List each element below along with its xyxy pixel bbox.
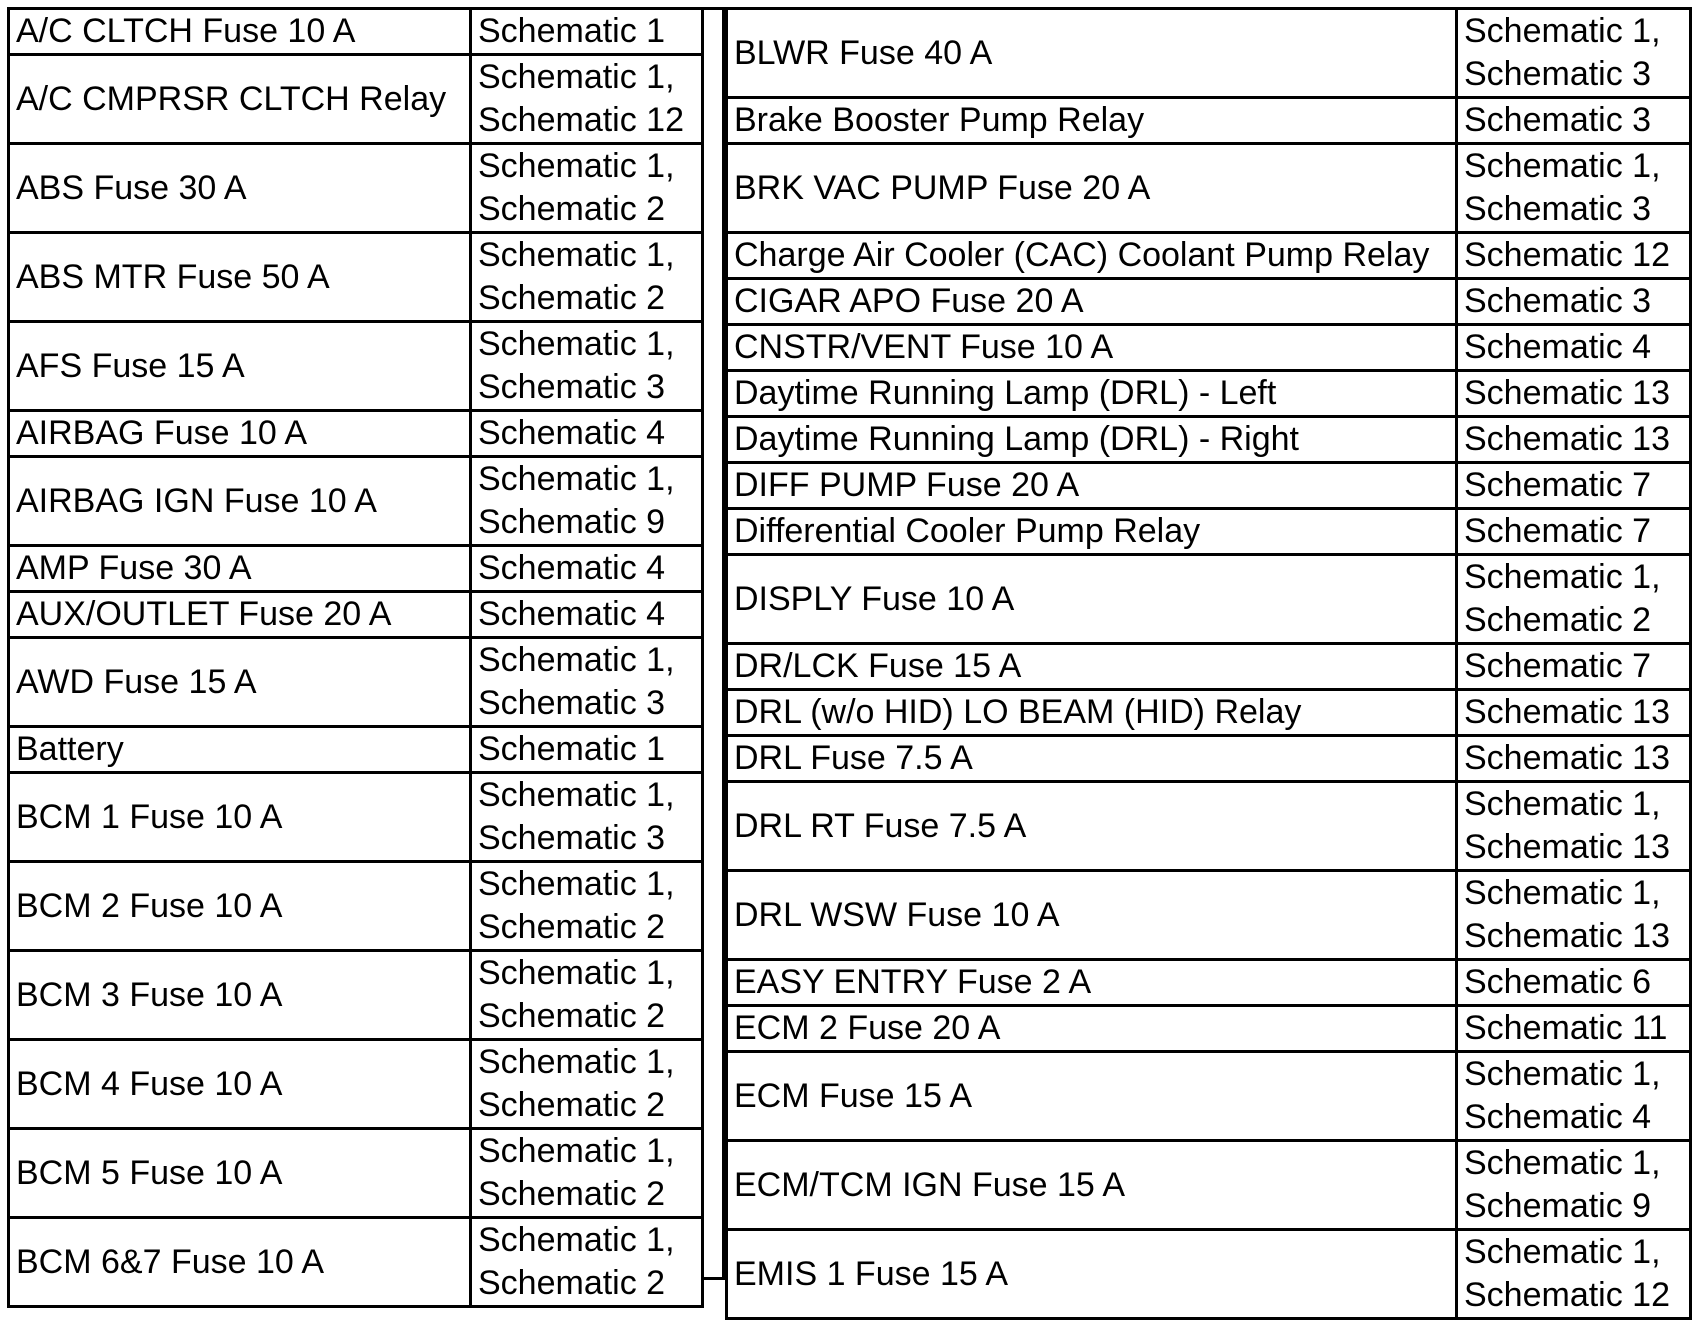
schematic-ref-line: Schematic 2 (478, 279, 666, 317)
schematic-reference (1457, 1141, 1691, 1230)
table-row (9, 1040, 703, 1129)
schematic-reference (1457, 871, 1691, 960)
schematic-ref-line: Schematic 1, (1464, 1233, 1661, 1271)
schematic-ref-line: Schematic 1, (478, 776, 675, 814)
table-row (727, 871, 1691, 960)
table-row (727, 98, 1691, 144)
table-row (727, 644, 1691, 690)
schematic-reference (1457, 98, 1691, 144)
schematic-reference (471, 773, 703, 862)
component-name: AWD Fuse 15 A (9, 638, 471, 727)
table-row (727, 960, 1691, 1006)
schematic-reference (471, 1129, 703, 1218)
component-name: BCM 2 Fuse 10 A (9, 862, 471, 951)
schematic-ref-line: Schematic 3 (1464, 101, 1652, 139)
component-name: Battery (9, 727, 471, 773)
table-row (727, 9, 1691, 98)
schematic-ref-line: Schematic 1, (478, 58, 675, 96)
component-name: BRK VAC PUMP Fuse 20 A (727, 144, 1457, 233)
schematic-ref-line: Schematic 4 (478, 595, 666, 633)
right-component-table (725, 7, 1692, 1320)
schematic-ref-line: Schematic 2 (1464, 601, 1652, 639)
schematic-ref-line: Schematic 1, (1464, 147, 1661, 185)
component-name: EASY ENTRY Fuse 2 A (727, 960, 1457, 1006)
table-row (9, 862, 703, 951)
schematic-ref-line: Schematic 3 (478, 368, 666, 406)
component-name: ECM 2 Fuse 20 A (727, 1006, 1457, 1052)
schematic-reference (1457, 1006, 1691, 1052)
table-row (727, 417, 1691, 463)
component-name: CIGAR APO Fuse 20 A (727, 279, 1457, 325)
table-row (9, 1129, 703, 1218)
schematic-reference (471, 411, 703, 457)
schematic-reference (1457, 736, 1691, 782)
component-name: ABS MTR Fuse 50 A (9, 233, 471, 322)
schematic-reference (1457, 1230, 1691, 1319)
component-name: ECM Fuse 15 A (727, 1052, 1457, 1141)
schematic-ref-line: Schematic 1, (478, 865, 675, 903)
schematic-ref-line: Schematic 2 (478, 997, 666, 1035)
component-name: Charge Air Cooler (CAC) Coolant Pump Relay (727, 233, 1457, 279)
schematic-ref-line: Schematic 3 (1464, 55, 1652, 93)
schematic-ref-line: Schematic 2 (478, 1086, 666, 1124)
table-row (727, 1141, 1691, 1230)
component-name: DR/LCK Fuse 15 A (727, 644, 1457, 690)
schematic-ref-line: Schematic 13 (1464, 420, 1670, 458)
schematic-reference (471, 457, 703, 546)
schematic-reference (471, 862, 703, 951)
schematic-ref-line: Schematic 2 (478, 1264, 666, 1302)
schematic-ref-line: Schematic 2 (478, 1175, 666, 1213)
schematic-ref-line: Schematic 4 (1464, 328, 1652, 366)
schematic-ref-line: Schematic 1, (1464, 558, 1661, 596)
schematic-ref-line: Schematic 6 (1464, 963, 1652, 1001)
schematic-ref-line: Schematic 1, (1464, 1055, 1661, 1093)
schematic-ref-line: Schematic 3 (478, 684, 666, 722)
schematic-ref-line: Schematic 3 (478, 819, 666, 857)
schematic-reference (471, 951, 703, 1040)
schematic-reference (471, 55, 703, 144)
schematic-ref-line: Schematic 12 (1464, 1276, 1670, 1314)
schematic-reference (471, 9, 703, 55)
schematic-reference (1457, 371, 1691, 417)
component-name: DRL RT Fuse 7.5 A (727, 782, 1457, 871)
schematic-ref-line: Schematic 7 (1464, 647, 1652, 685)
schematic-reference (1457, 644, 1691, 690)
component-name: Brake Booster Pump Relay (727, 98, 1457, 144)
component-name: Differential Cooler Pump Relay (727, 509, 1457, 555)
table-row (9, 546, 703, 592)
table-row (9, 1218, 703, 1307)
schematic-reference (471, 592, 703, 638)
schematic-ref-line: Schematic 13 (1464, 693, 1670, 731)
component-name: BLWR Fuse 40 A (727, 9, 1457, 98)
table-row (727, 279, 1691, 325)
schematic-ref-line: Schematic 4 (478, 414, 666, 452)
table-row (727, 233, 1691, 279)
component-name: DISPLY Fuse 10 A (727, 555, 1457, 644)
schematic-ref-line: Schematic 13 (1464, 374, 1670, 412)
column-gap (701, 7, 725, 1280)
schematic-reference (471, 144, 703, 233)
schematic-ref-line: Schematic 4 (1464, 1098, 1652, 1136)
schematic-reference (1457, 1052, 1691, 1141)
component-name: AUX/OUTLET Fuse 20 A (9, 592, 471, 638)
schematic-ref-line: Schematic 9 (1464, 1187, 1652, 1225)
component-name: A/C CLTCH Fuse 10 A (9, 9, 471, 55)
component-name: DRL (w/o HID) LO BEAM (HID) Relay (727, 690, 1457, 736)
schematic-ref-line: Schematic 1, (1464, 874, 1661, 912)
table-row (9, 233, 703, 322)
table-row (9, 9, 703, 55)
table-row (9, 592, 703, 638)
schematic-reference (471, 233, 703, 322)
schematic-ref-line: Schematic 1, (478, 236, 675, 274)
component-name: BCM 3 Fuse 10 A (9, 951, 471, 1040)
schematic-reference (471, 1040, 703, 1129)
component-name: A/C CMPRSR CLTCH Relay (9, 55, 471, 144)
schematic-ref-line: Schematic 2 (478, 190, 666, 228)
component-name: CNSTR/VENT Fuse 10 A (727, 325, 1457, 371)
schematic-reference (1457, 690, 1691, 736)
component-name: EMIS 1 Fuse 15 A (727, 1230, 1457, 1319)
component-name: DRL Fuse 7.5 A (727, 736, 1457, 782)
schematic-reference (1457, 463, 1691, 509)
schematic-reference (1457, 9, 1691, 98)
schematic-reference (1457, 555, 1691, 644)
schematic-reference (1457, 233, 1691, 279)
table-row (9, 951, 703, 1040)
table-row (9, 411, 703, 457)
schematic-reference (1457, 509, 1691, 555)
table-row (9, 727, 703, 773)
table-row (727, 371, 1691, 417)
schematic-ref-line: Schematic 1, (1464, 12, 1661, 50)
table-row (727, 463, 1691, 509)
schematic-ref-line: Schematic 1, (478, 147, 675, 185)
schematic-ref-line: Schematic 1, (1464, 785, 1661, 823)
schematic-reference (1457, 325, 1691, 371)
schematic-reference (1457, 279, 1691, 325)
table-row (9, 322, 703, 411)
schematic-ref-line: Schematic 7 (1464, 512, 1652, 550)
component-name: BCM 4 Fuse 10 A (9, 1040, 471, 1129)
component-name: AFS Fuse 15 A (9, 322, 471, 411)
schematic-ref-line: Schematic 1, (1464, 1144, 1661, 1182)
schematic-reference (1457, 782, 1691, 871)
table-row (727, 555, 1691, 644)
schematic-ref-line: Schematic 1 (478, 12, 666, 50)
component-name: Daytime Running Lamp (DRL) - Right (727, 417, 1457, 463)
schematic-reference (471, 638, 703, 727)
schematic-ref-line: Schematic 1, (478, 325, 675, 363)
table-row (727, 736, 1691, 782)
schematic-reference (471, 322, 703, 411)
left-component-table (7, 7, 704, 1308)
schematic-ref-line: Schematic 3 (1464, 190, 1652, 228)
component-name: Daytime Running Lamp (DRL) - Left (727, 371, 1457, 417)
schematic-ref-line: Schematic 1, (478, 641, 675, 679)
schematic-ref-line: Schematic 1, (478, 460, 675, 498)
table-row (727, 690, 1691, 736)
schematic-ref-line: Schematic 9 (478, 503, 666, 541)
schematic-ref-line: Schematic 12 (478, 101, 684, 139)
schematic-reference (471, 727, 703, 773)
schematic-reference (1457, 960, 1691, 1006)
component-name: BCM 6&7 Fuse 10 A (9, 1218, 471, 1307)
component-name: DIFF PUMP Fuse 20 A (727, 463, 1457, 509)
table-row (9, 773, 703, 862)
table-row (727, 1230, 1691, 1319)
component-name: AIRBAG IGN Fuse 10 A (9, 457, 471, 546)
component-name: AIRBAG Fuse 10 A (9, 411, 471, 457)
gap-top-border (701, 7, 725, 10)
schematic-reference (1457, 417, 1691, 463)
schematic-ref-line: Schematic 1 (478, 730, 666, 768)
component-name: BCM 1 Fuse 10 A (9, 773, 471, 862)
table-row (9, 55, 703, 144)
component-name: ABS Fuse 30 A (9, 144, 471, 233)
table-row (9, 457, 703, 546)
table-row (727, 782, 1691, 871)
component-name: DRL WSW Fuse 10 A (727, 871, 1457, 960)
schematic-reference (1457, 144, 1691, 233)
table-row (9, 144, 703, 233)
schematic-ref-line: Schematic 11 (1464, 1009, 1668, 1047)
schematic-ref-line: Schematic 7 (1464, 466, 1652, 504)
component-name: ECM/TCM IGN Fuse 15 A (727, 1141, 1457, 1230)
table-row (727, 1006, 1691, 1052)
table-row (727, 509, 1691, 555)
component-name: BCM 5 Fuse 10 A (9, 1129, 471, 1218)
schematic-ref-line: Schematic 1, (478, 954, 675, 992)
schematic-ref-line: Schematic 1, (478, 1043, 675, 1081)
table-row (9, 638, 703, 727)
schematic-ref-line: Schematic 3 (1464, 282, 1652, 320)
schematic-ref-line: Schematic 4 (478, 549, 666, 587)
table-row (727, 1052, 1691, 1141)
schematic-ref-line: Schematic 13 (1464, 917, 1670, 955)
schematic-ref-line: Schematic 1, (478, 1132, 675, 1170)
component-name: AMP Fuse 30 A (9, 546, 471, 592)
table-row (727, 144, 1691, 233)
schematic-ref-line: Schematic 2 (478, 908, 666, 946)
schematic-ref-line: Schematic 13 (1464, 828, 1670, 866)
schematic-reference (471, 1218, 703, 1307)
schematic-ref-line: Schematic 13 (1464, 739, 1670, 777)
schematic-ref-line: Schematic 1, (478, 1221, 675, 1259)
table-row (727, 325, 1691, 371)
schematic-reference (471, 546, 703, 592)
schematic-ref-line: Schematic 12 (1464, 236, 1670, 274)
